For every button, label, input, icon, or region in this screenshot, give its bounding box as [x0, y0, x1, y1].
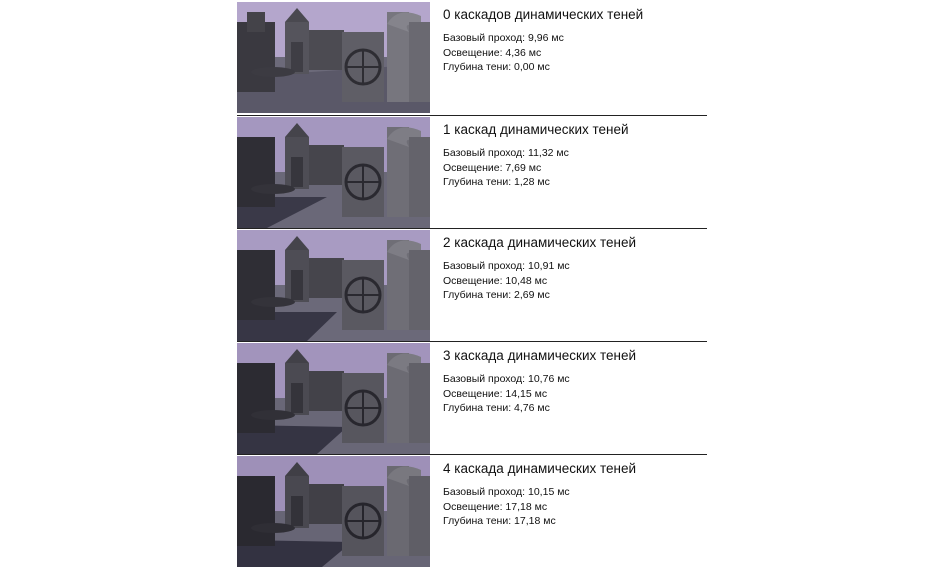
shadow-depth-time: Глубина тени: 4,76 мс — [443, 402, 550, 414]
row-title: 4 каскада динамических теней — [443, 461, 637, 476]
lighting-time: Освещение: 14,15 мс — [443, 387, 548, 400]
scene-screenshot-3 — [237, 343, 430, 454]
scene-screenshot-0 — [237, 2, 430, 113]
scene-screenshot-2 — [237, 230, 430, 341]
row-title: 1 каскад динамических теней — [443, 122, 629, 137]
row-title: 3 каскада динамических теней — [443, 348, 637, 363]
shadow-depth-time: Глубина тени: 1,28 мс — [443, 176, 550, 188]
cascade-row-1 — [237, 115, 707, 228]
scene-screenshot-4 — [237, 456, 430, 567]
shadow-depth-time: Глубина тени: 0,00 мс — [443, 61, 550, 73]
base-pass-time: Базовый проход: 10,76 мс — [443, 373, 570, 385]
base-pass-time: Базовый проход: 10,91 мс — [443, 260, 570, 272]
shadow-depth-time: Глубина тени: 2,69 мс — [443, 289, 550, 301]
cascade-row-3 — [237, 341, 707, 454]
lighting-time: Освещение: 7,69 мс — [443, 161, 542, 174]
base-pass-time: Базовый проход: 9,96 мс — [443, 32, 564, 44]
scene-screenshot-1 — [237, 117, 430, 228]
cascade-row-0 — [237, 0, 707, 113]
lighting-time: Освещение: 17,18 мс — [443, 500, 548, 513]
base-pass-time: Базовый проход: 11,32 мс — [443, 147, 569, 159]
lighting-time: Освещение: 10,48 мс — [443, 274, 548, 287]
cascade-row-4 — [237, 454, 707, 567]
shadow-depth-time: Глубина тени: 17,18 мс — [443, 515, 556, 527]
lighting-time: Освещение: 4,36 мс — [443, 46, 542, 59]
base-pass-time: Базовый проход: 10,15 мс — [443, 486, 570, 498]
cascade-row-2 — [237, 228, 707, 341]
row-title: 0 каскадов динамических теней — [443, 7, 644, 22]
row-title: 2 каскада динамических теней — [443, 235, 637, 250]
